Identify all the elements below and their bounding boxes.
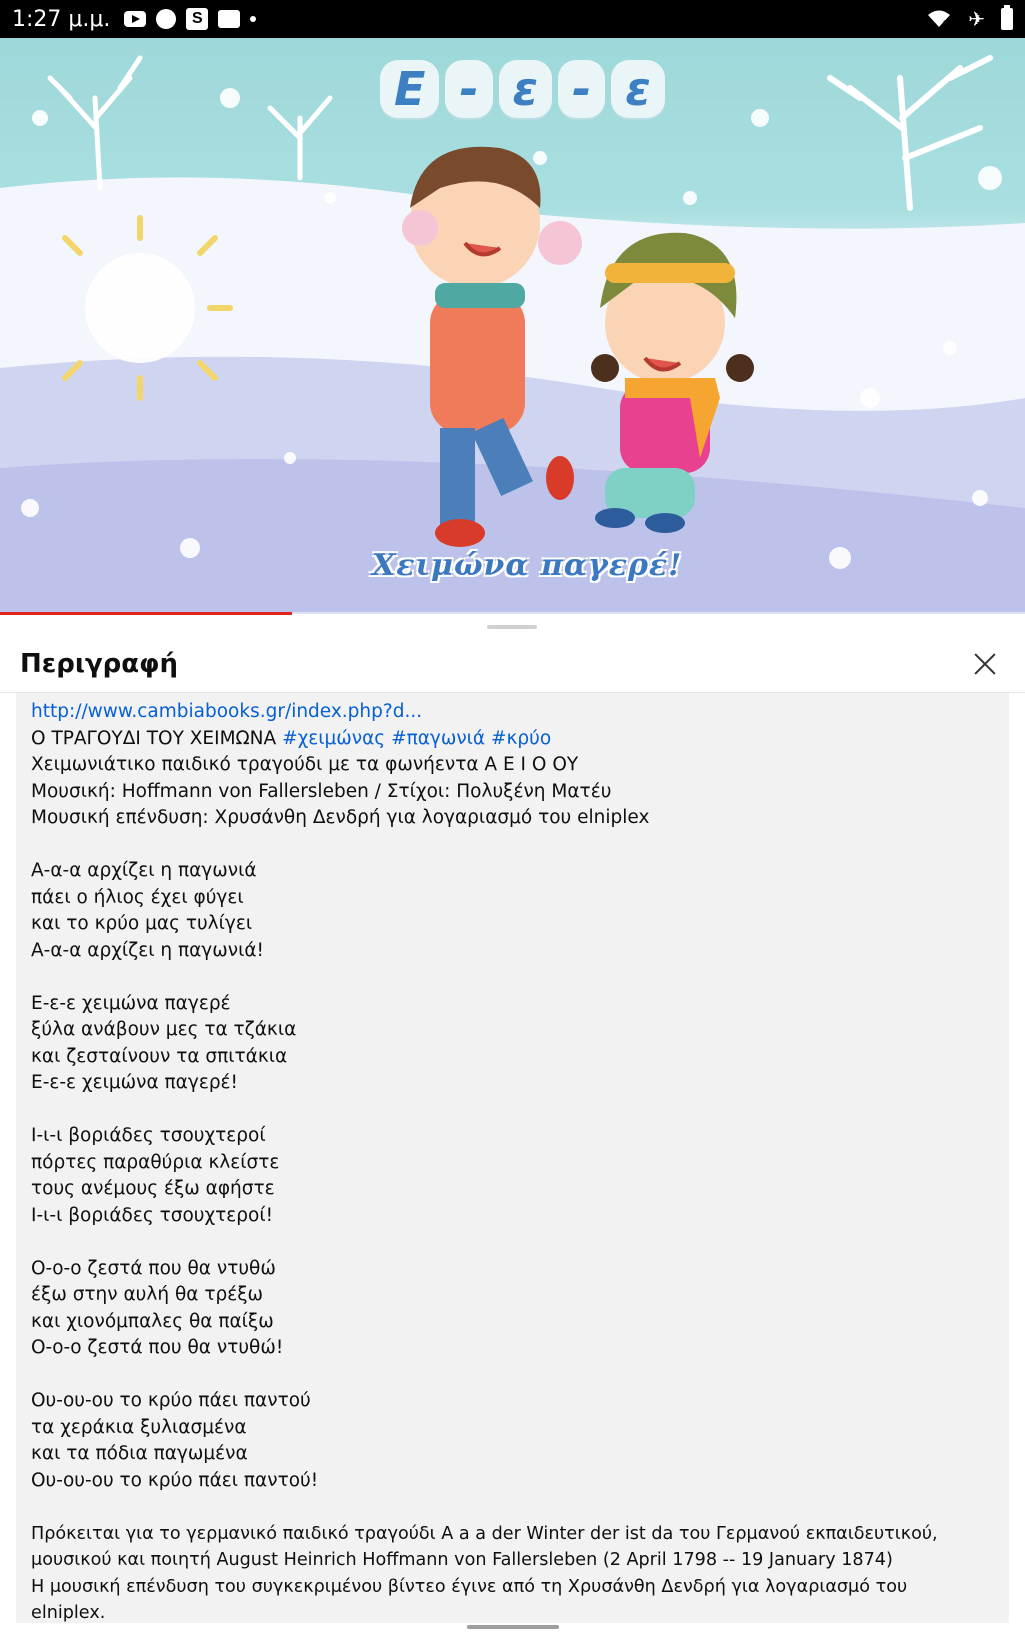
sheet-header — [0, 641, 1025, 687]
title-letter: ε — [499, 60, 553, 118]
dot-icon — [250, 16, 256, 22]
verse-line: και τα πόδια παγωμένα — [31, 1443, 248, 1464]
verse-line: Α-α-α αρχίζει η παγωνιά! — [31, 939, 264, 961]
video-caption: Χειμώνα παγερέ! — [372, 548, 683, 583]
tree-left — [50, 58, 140, 188]
verse-line: πάει ο ήλιος έχει φύγει — [31, 886, 244, 908]
s-icon: S — [186, 8, 208, 30]
sheet-title: Περιγραφή — [20, 649, 179, 679]
verse-line: και ζεσταίνουν τα σπιτάκια — [31, 1045, 288, 1067]
tree-middle — [270, 98, 330, 178]
verse-line: πόρτες παραθύρια κλείστε — [31, 1151, 280, 1173]
verse-line: Ου-ου-ου το κρύο πάει παντού — [31, 1390, 311, 1411]
footer-line: elniplex. — [31, 1603, 106, 1623]
info-line: Μουσική: Hoffmann von Fallersleben / Στίχοι: Πολυξένη Ματέυ — [31, 780, 612, 802]
verse-line: Ι-ι-ι βοριάδες τσουχτεροί — [31, 1125, 266, 1146]
footer-line: Πρόκειται για το γερμανικό παιδικό τραγούδι A a a der Winter der ist da του Γερμανού εκπαιδευτικού, — [31, 1523, 938, 1544]
heading-text: Ο ΤΡΑΓΟΥΔΙ ΤΟΥ ΧΕΙΜΩΝΑ — [31, 727, 277, 749]
verse-line: έξω στην αυλή θα τρέξω — [31, 1284, 264, 1305]
hashtag-link[interactable]: #κρύο — [491, 727, 552, 749]
description-body — [16, 693, 1009, 1623]
info-line: Μουσική επένδυση: Χρυσάνθη Δενδρή για λογαριασμό του elniplex — [31, 807, 650, 828]
drag-handle[interactable] — [487, 625, 537, 629]
verse-line: ξύλα ανάβουν μες τα τζάκια — [31, 1019, 297, 1040]
verse-line: Ι-ι-ι βοριάδες τσουχτεροί! — [31, 1204, 274, 1226]
title-letter: ε — [611, 60, 665, 118]
heading-line — [31, 726, 994, 753]
title-dash: - — [445, 60, 492, 118]
photo-icon — [218, 10, 240, 28]
verse-line: Ε-ε-ε χειμώνα παγερέ! — [31, 1072, 238, 1093]
hashtag-link[interactable]: #παγωνιά — [391, 727, 486, 749]
home-indicator[interactable] — [467, 1625, 559, 1629]
video-artwork — [0, 38, 1025, 614]
tree-right — [830, 58, 990, 208]
footer-line: μουσικού και ποιητή August Heinrich Hoffmann von Fallersleben (2 April 1798 -- 19 January 1874) — [31, 1550, 893, 1570]
verse-line: Α-α-α αρχίζει η παγωνιά — [31, 860, 257, 881]
description-sheet — [0, 615, 1025, 1640]
verse-line: και χιονόμπαλες θα παίξω — [31, 1310, 274, 1332]
title-letter: Ε — [380, 60, 439, 118]
verse-line: τα χεράκια ξυλιασμένα — [31, 1416, 247, 1438]
hashtag-link[interactable]: #χειμώνας — [282, 727, 386, 749]
close-icon[interactable] — [965, 644, 1005, 684]
verse-line: Ο-ο-ο ζεστά που θα ντυθώ — [31, 1257, 276, 1279]
footer-line: Η μουσική επένδυση του συγκεκριμένου βίντεο έγινε από τη Χρυσάνθη Δενδρή για λογαριασμό του — [31, 1576, 908, 1597]
circle-icon — [156, 9, 176, 29]
verse-line: και το κρύο μας τυλίγει — [31, 913, 253, 934]
verse-line: τους ανέμους έξω αφήστε — [31, 1178, 275, 1199]
status-right-icons — [926, 8, 1013, 30]
airplane-icon: ✈ — [968, 7, 985, 31]
video-title-tiles — [380, 60, 665, 118]
youtube-icon — [124, 11, 146, 27]
wifi-icon — [926, 9, 952, 29]
verse-line: Ο-ο-ο ζεστά που θα ντυθώ! — [31, 1337, 284, 1358]
info-line: Χειμωνιάτικο παιδικό τραγούδι με τα φωνήεντα Α Ε Ι Ο ΟΥ — [31, 754, 579, 775]
description-link[interactable]: http://www.cambiabooks.gr/index.php?d... — [31, 701, 423, 722]
video-player[interactable] — [0, 38, 1025, 614]
verse-line: Ε-ε-ε χειμώνα παγερέ — [31, 992, 231, 1014]
status-bar — [0, 0, 1025, 38]
battery-icon — [1001, 8, 1013, 30]
status-time: 1:27 μ.μ. — [12, 6, 111, 32]
verse-line: Ου-ου-ου το κρύο πάει παντού! — [31, 1469, 319, 1491]
title-dash: - — [558, 60, 605, 118]
